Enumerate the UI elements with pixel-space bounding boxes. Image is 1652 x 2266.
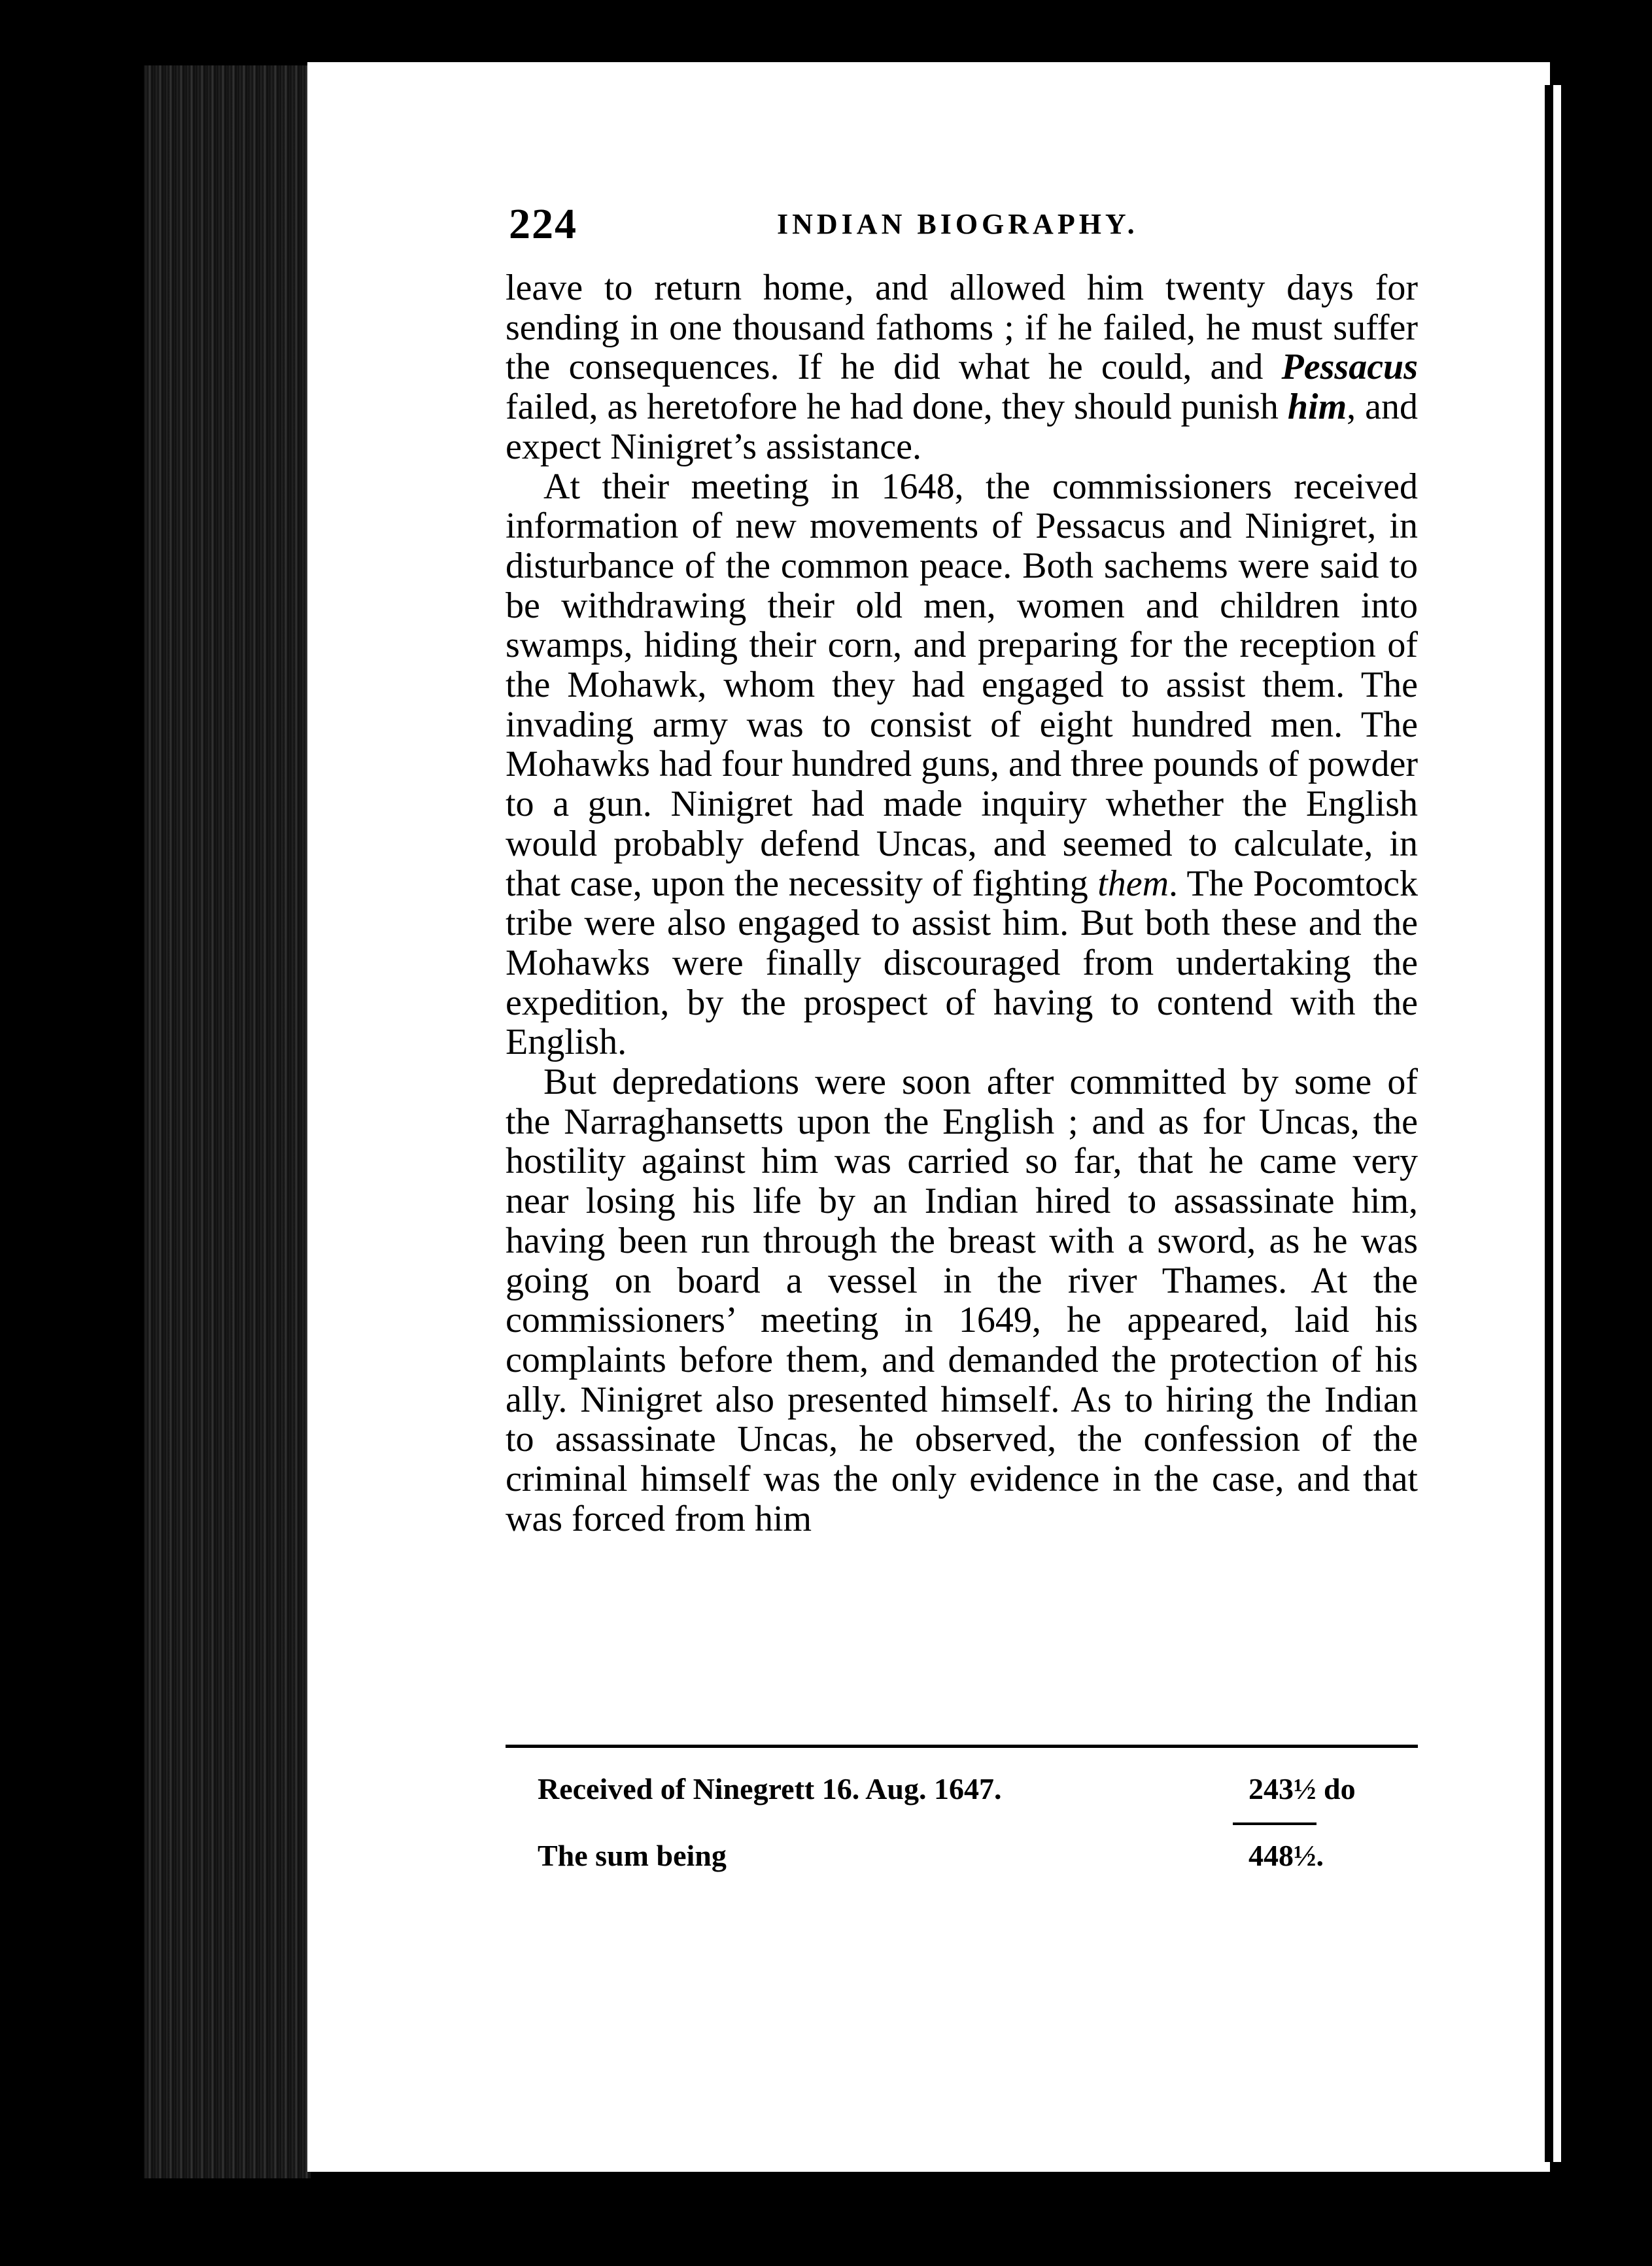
footnote-amount: 448½.: [1248, 1839, 1324, 1872]
italic-text: them: [1097, 863, 1169, 904]
page-gap: [1545, 85, 1553, 2162]
running-head: [509, 200, 1411, 258]
footnote-label: The sum being: [538, 1839, 727, 1872]
next-page-edge: [1553, 85, 1561, 2162]
italic-text: him: [1287, 387, 1347, 428]
paragraph: [506, 1062, 1418, 1539]
footnote-label: Received of Ninegrett 16. Aug. 1647.: [538, 1772, 1002, 1805]
paragraph-text: At their meeting in 1648, the commissioners received information of new movements of Pessacus and Ninigret, in disturbance of the common peace. Both sachems were said to be withdrawing their old men, women and children into swamps, hiding their corn, and preparing for the reception of the Mohawk, whom they had engaged to assist them. The invading army was to consist of eight hundred men. The Mohawks had four hundred guns, and three pounds of powder to a gun. Ninigret had made inquiry whether the English would probably defend Uncas, and seemed to calculate, in that case, upon the necessity of fighting: [506, 466, 1418, 904]
paragraph: [506, 268, 1418, 467]
paragraph-text: . The Pocomtock tribe were also engaged to assist him. But both these and the Mohawks were finally discouraged from undertaking the expedition, by the prospect of having to contend with the English.: [506, 863, 1418, 1063]
footnote-amount: 243½ do: [1248, 1772, 1356, 1805]
paragraph-text: But depredations were soon after committed by some of the Narraghansetts upon the English ; and as for Uncas, the hostility against him was carried so far, that he came very near losing his life by an Indian hired to assassinate him, having been run through the breast with a sword, as he was going on board a vessel in the river Thames. At the commissioners’ meeting in 1649, he appeared, laid his complaints before them, and demanded the protection of his ally. Ninigret also presented himself. As to hiring the Indian to assassinate Uncas, he observed, the confession of the criminal himself was the only evidence in the case, and that was forced from him: [506, 1062, 1418, 1539]
paragraph: [506, 467, 1418, 1063]
page-number: 224: [509, 200, 577, 248]
italic-text: Pessacus: [1281, 347, 1418, 388]
paragraph-text: , and expect Ninigret’s assistance.: [506, 387, 1419, 467]
book-fore-edge: [144, 65, 311, 2178]
sum-rule: [1233, 1822, 1316, 1825]
body-text: [506, 268, 1418, 1539]
footnote-rule: [506, 1745, 1418, 1748]
running-title: INDIAN BIOGRAPHY.: [777, 208, 1139, 240]
paragraph-text: failed, as heretofore he had done, they should punish: [506, 387, 1288, 428]
paragraph-text: leave to return home, and allowed him twenty days for sending in one thousand fathoms ; if he failed, he must suffer the consequences. If he did what he could, and: [506, 268, 1418, 388]
